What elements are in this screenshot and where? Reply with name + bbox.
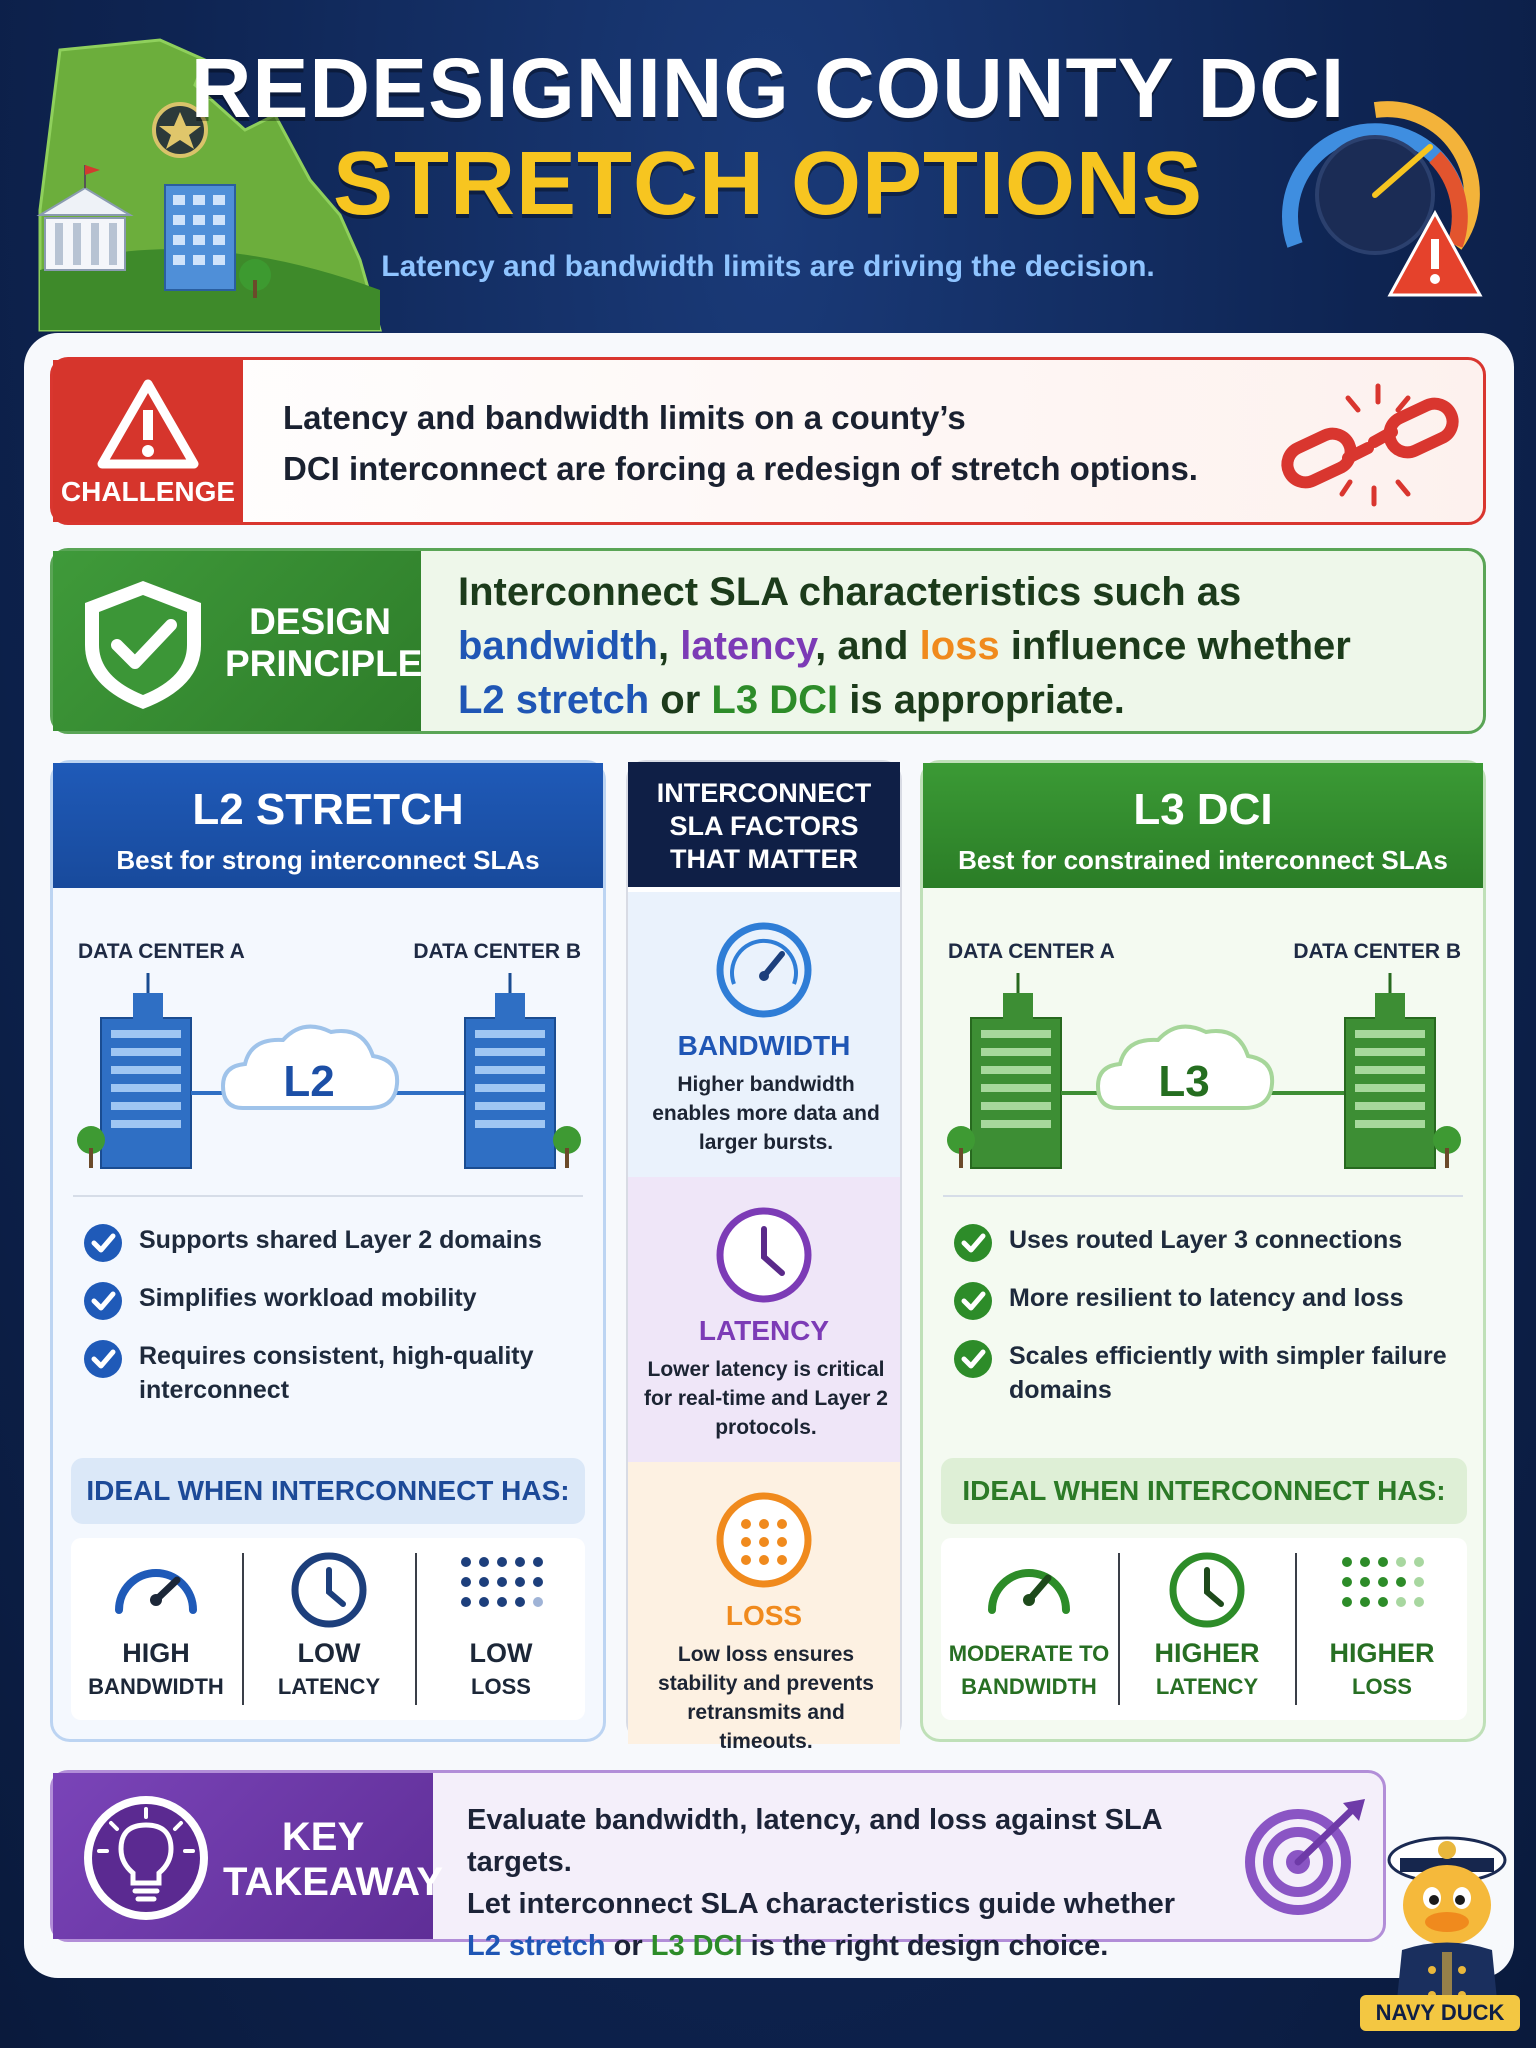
l2-header <box>53 763 603 888</box>
l3-datacenter-diagram <box>943 968 1463 1173</box>
challenge-label: CHALLENGE <box>60 476 236 507</box>
l3-dc-b-label: DATA CENTER B <box>1293 940 1461 963</box>
dots-loss-icon <box>714 1490 814 1590</box>
challenge-box <box>50 357 1486 525</box>
broken-chain-icon <box>1278 380 1478 510</box>
check-icon <box>953 1339 993 1379</box>
page-title-line1: REDESIGNING COUNTY DCI <box>190 41 1346 135</box>
l2-cloud-icon <box>223 1027 397 1108</box>
sla-factors-column <box>626 760 902 1753</box>
l3-dc-a-label: DATA CENTER A <box>948 940 1115 963</box>
principle-label: DESIGN PRINCIPLE <box>225 601 423 684</box>
page-subtitle: Latency and bandwidth limits are driving the decision. <box>381 250 1155 283</box>
l3-cloud-icon <box>1098 1027 1272 1108</box>
gauge-icon <box>984 1550 1074 1620</box>
l3-ideal-title: IDEAL WHEN INTERCONNECT HAS: <box>941 1458 1467 1524</box>
l2-dc-a-label: DATA CENTER A <box>78 940 245 963</box>
l3-subtitle: Best for constrained interconnect SLAs <box>958 845 1448 875</box>
l2-divider <box>73 1195 583 1197</box>
gauge-icon <box>111 1550 201 1620</box>
page-title-line2: STRETCH OPTIONS <box>332 134 1204 234</box>
datacenter-a-icon <box>77 973 191 1168</box>
check-icon <box>83 1223 123 1263</box>
l3-ideal-grid <box>941 1538 1467 1720</box>
l2-datacenter-diagram <box>73 968 583 1173</box>
shield-check-icon <box>73 575 213 715</box>
datacenter-b-icon <box>465 973 581 1168</box>
key-takeaway-box <box>50 1770 1386 1962</box>
factor-loss: LOSS Low loss ensures stability and prevents retransmits and timeouts. <box>628 1462 900 1744</box>
l3-ideal-latency: HIGHER LATENCY <box>1119 1538 1295 1720</box>
l3-ideal-loss: HIGHER LOSS <box>1297 1538 1467 1720</box>
check-icon <box>953 1281 993 1321</box>
lightbulb-icon <box>71 1783 221 1933</box>
l2-ideal-latency: LOW LATENCY <box>243 1538 415 1720</box>
svg-text:L2: L2 <box>283 1057 335 1106</box>
l2-subtitle: Best for strong interconnect SLAs <box>116 845 540 875</box>
clock-icon <box>714 1205 814 1305</box>
check-icon <box>953 1223 993 1263</box>
warning-icon <box>96 378 200 470</box>
svg-text:L3: L3 <box>1158 1057 1210 1106</box>
takeaway-text: Evaluate bandwidth, latency, and loss against SLA targets. Let interconnect SLA characteristics guide whether L2 stretch or L3 DCI is the right design choice. <box>467 1804 1175 1962</box>
challenge-text: Latency and bandwidth limits on a county’s DCI interconnect are forcing a redesign of stretch options. <box>283 399 1198 487</box>
mascot-label: NAVY DUCK <box>1360 1995 1520 2031</box>
datacenter-a-icon <box>947 973 1061 1168</box>
check-icon <box>83 1339 123 1379</box>
l3-header <box>923 763 1483 888</box>
takeaway-label: KEY TAKEAWAY <box>223 1815 444 1904</box>
clock-icon <box>1167 1550 1247 1630</box>
factors-title: INTERCONNECT SLA FACTORS THAT MATTER <box>656 778 872 874</box>
factor-latency: LATENCY Lower latency is critical for real-time and Layer 2 protocols. <box>628 1177 900 1462</box>
target-icon <box>1243 1797 1373 1917</box>
l3-title: L3 DCI <box>1133 785 1273 834</box>
takeaway-tag <box>53 1773 444 1939</box>
l2-dc-b-label: DATA CENTER B <box>413 940 581 963</box>
check-icon <box>83 1281 123 1321</box>
l2-ideal-title: IDEAL WHEN INTERCONNECT HAS: <box>71 1458 585 1524</box>
dots-loss-icon <box>1337 1550 1427 1620</box>
datacenter-b-icon <box>1345 973 1461 1168</box>
factors-header <box>628 762 900 887</box>
principle-tag <box>53 551 421 731</box>
principle-text: Interconnect SLA characteristics such as bandwidth, latency, and loss influence whether L2 stretch or L3 DCI is appropriate. <box>458 570 1351 722</box>
l3-dci-column: L3 DCI Best for constrained interconnect SLAs DATA CENTER A DATA CENTER B L3 Uses routed Layer 3 connections More resilient to latency and loss Scales efficiently with simpler failure domains IDEAL WHEN INTERCONNECT HAS: MODERATE TO BANDWIDTH HIGHER LATENCY HIGHER LOSS <box>920 760 1486 1742</box>
dots-loss-icon <box>456 1550 546 1620</box>
l2-stretch-column: L2 STRETCH Best for strong interconnect SLAs DATA CENTER A DATA CENTER B L2 Supports shared Layer 2 domains Simplifies workload mobility Requires consistent, high-quality interconnect IDEAL WHEN INTERCONNECT HAS: HIGH BANDWIDTH LOW LATENCY LOW LOSS <box>50 760 606 1742</box>
gauge-icon <box>714 920 814 1020</box>
design-principle-box <box>50 548 1486 734</box>
l2-ideal-bandwidth: HIGH BANDWIDTH <box>71 1538 241 1720</box>
challenge-tag <box>53 360 243 522</box>
l2-ideal-grid <box>71 1538 585 1720</box>
l2-title: L2 STRETCH <box>192 785 464 834</box>
l3-divider <box>943 1195 1463 1197</box>
factor-bandwidth: BANDWIDTH Higher bandwidth enables more data and larger bursts. <box>628 892 900 1177</box>
clock-icon <box>289 1550 369 1630</box>
l2-ideal-loss: LOW LOSS <box>417 1538 585 1720</box>
l3-ideal-bandwidth: MODERATE TO BANDWIDTH <box>941 1538 1117 1720</box>
gauge-warning-icon <box>1270 95 1480 295</box>
